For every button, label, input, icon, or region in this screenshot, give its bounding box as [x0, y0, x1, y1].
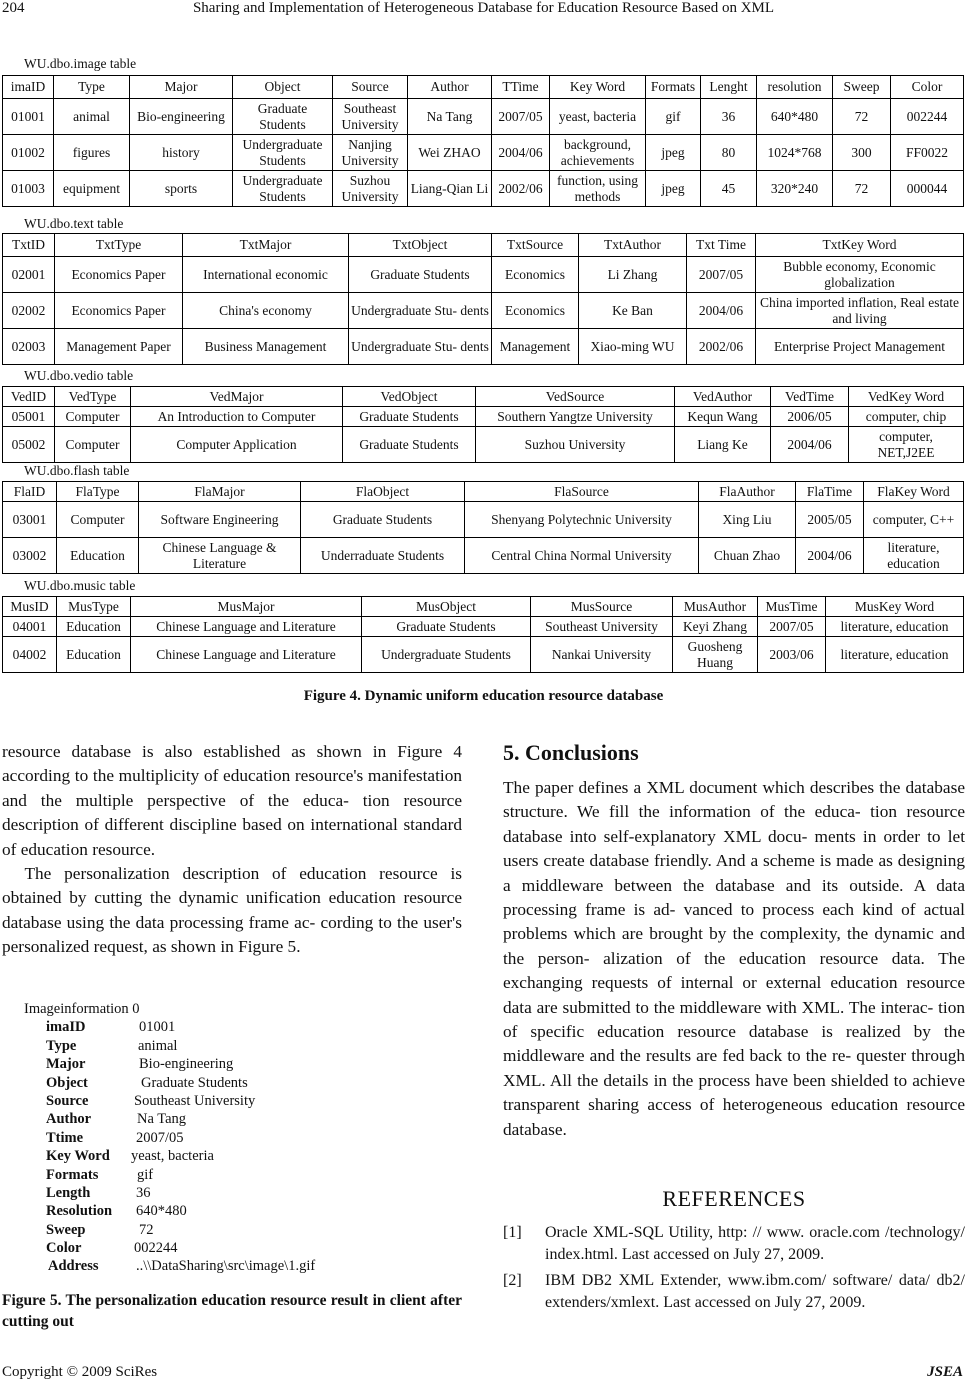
table-cell: 002244	[891, 99, 964, 135]
journal-name: JSEA	[927, 1364, 963, 1380]
record-field	[24, 1166, 154, 1184]
header-cell: TxtObject	[349, 234, 492, 257]
table-cell: Nanjing University	[333, 135, 408, 171]
table-row	[3, 329, 964, 365]
field-key: Ttime	[46, 1129, 84, 1146]
table-row	[3, 293, 964, 329]
table-cell: 04001	[3, 617, 57, 637]
table-cell: 02001	[3, 257, 55, 293]
table-cell: function, using methods	[550, 171, 646, 207]
table-cell: 2004/06	[771, 427, 849, 463]
table-cell: 2003/06	[758, 637, 826, 673]
table-cell: Undergraduate Stu- dents	[349, 293, 492, 329]
table-cell: Economics	[492, 293, 579, 329]
table-cell: Graduate Students	[343, 427, 476, 463]
table-cell: 2005/05	[796, 502, 864, 538]
header-cell: TTime	[492, 76, 550, 99]
record-field	[24, 1184, 151, 1202]
header-cell: Source	[333, 76, 408, 99]
table-cell: Computer	[55, 427, 131, 463]
field-key: Object	[46, 1074, 88, 1091]
header-cell: MusTime	[758, 597, 826, 617]
table-cell: Economics Paper	[55, 257, 183, 293]
header-cell: FlaKey Word	[864, 482, 964, 502]
table-header-row	[3, 387, 964, 407]
field-key: Source	[46, 1092, 89, 1109]
table-cell: 72	[833, 99, 891, 135]
music-table	[2, 596, 964, 673]
table-cell: history	[130, 135, 233, 171]
conclusions-body	[503, 776, 965, 1142]
table-cell: 02002	[3, 293, 55, 329]
header-cell: TxtType	[55, 234, 183, 257]
table-cell: Kequn Wang	[675, 407, 771, 427]
table-cell: Southern Yangtze University	[476, 407, 675, 427]
table-cell: Business Management	[183, 329, 349, 365]
table-cell: Management Paper	[55, 329, 183, 365]
table-header-row	[3, 234, 964, 257]
table-cell: Keyi Zhang	[673, 617, 758, 637]
field-value: Graduate Students	[141, 1074, 248, 1091]
record-field	[24, 1257, 316, 1275]
record-field	[24, 1221, 154, 1239]
image-table	[2, 75, 964, 207]
record-field	[24, 1239, 178, 1257]
field-value: 640*480	[136, 1203, 187, 1220]
table-cell: Li Zhang	[579, 257, 687, 293]
header-cell: Lenght	[701, 76, 757, 99]
table-row	[3, 637, 964, 673]
table-cell: 04002	[3, 637, 57, 673]
table-cell: Liang Ke	[675, 427, 771, 463]
table-cell: 2007/05	[758, 617, 826, 637]
header-cell: FlaObject	[301, 482, 465, 502]
table-cell: 03002	[3, 538, 57, 574]
header-cell: Major	[130, 76, 233, 99]
table-cell: Graduate Students	[233, 99, 333, 135]
table-cell: 640*480	[757, 99, 833, 135]
table-cell: Southeast University	[333, 99, 408, 135]
header-cell: VedKey Word	[849, 387, 964, 407]
field-value: Na Tang	[137, 1111, 187, 1128]
field-key: Color	[46, 1240, 82, 1257]
reference-number: [2]	[503, 1272, 522, 1289]
table-cell: 2002/06	[492, 171, 550, 207]
table-cell: 01003	[3, 171, 54, 207]
header-cell: MusKey Word	[826, 597, 964, 617]
table-cell: China imported inflation, Real estate and living	[756, 293, 964, 329]
body-paragraph: The personalization description of education resource is obtained by cutting the dynamic unification education resource database using the data processing frame ac- cording to the user's personalized request, as shown in Figure 5.	[2, 864, 462, 957]
table-cell: Graduate Students	[349, 257, 492, 293]
field-value: ..\\DataSharing\src\image\1.gif	[136, 1258, 316, 1275]
flash-table-label: WU.dbo.flash table	[24, 463, 130, 478]
field-key: imaID	[46, 1019, 86, 1036]
video-table-label: WU.dbo.vedio table	[24, 368, 134, 383]
table-cell: 2004/06	[492, 135, 550, 171]
table-cell: Undergraduate Students	[233, 171, 333, 207]
table-cell: 72	[833, 171, 891, 207]
header-cell: MusAuthor	[673, 597, 758, 617]
field-key: Author	[46, 1111, 92, 1128]
table-cell: Xiao-ming WU	[579, 329, 687, 365]
table-header-row	[3, 597, 964, 617]
table-cell: China's economy	[183, 293, 349, 329]
header-cell: FlaType	[57, 482, 139, 502]
record-field	[24, 1147, 214, 1165]
header-cell: TxtKey Word	[756, 234, 964, 257]
field-key: Length	[46, 1184, 91, 1201]
flash-table	[2, 481, 964, 574]
table-row	[3, 99, 964, 135]
field-key: Major	[46, 1056, 86, 1073]
table-cell: Education	[57, 538, 139, 574]
field-key: Formats	[46, 1166, 99, 1183]
table-cell: 36	[701, 99, 757, 135]
table-cell: sports	[130, 171, 233, 207]
table-row	[3, 407, 964, 427]
field-value: 72	[139, 1221, 154, 1238]
left-column-body	[2, 740, 462, 960]
table-header-row	[3, 76, 964, 99]
header-cell: TxtAuthor	[579, 234, 687, 257]
references-heading: REFERENCES	[662, 1186, 806, 1211]
table-cell: 300	[833, 135, 891, 171]
table-cell: Undergraduate Stu- dents	[349, 329, 492, 365]
table-cell: Shenyang Polytechnic University	[465, 502, 699, 538]
table-row	[3, 502, 964, 538]
table-cell: Computer	[55, 407, 131, 427]
table-row	[3, 171, 964, 207]
table-cell: 2006/05	[771, 407, 849, 427]
header-cell: Key Word	[550, 76, 646, 99]
table-cell: jpeg	[646, 171, 701, 207]
header-cell: resolution	[757, 76, 833, 99]
header-cell: VedType	[55, 387, 131, 407]
table-cell: 000044	[891, 171, 964, 207]
table-cell: 320*240	[757, 171, 833, 207]
table-cell: FF0022	[891, 135, 964, 171]
header-cell: MusID	[3, 597, 57, 617]
header-cell: TxtSource	[492, 234, 579, 257]
reference-text: Oracle XML-SQL Utility, http: // www. oracle.com /technology/ index.html. Last accessed on July 27, 2009.	[545, 1224, 965, 1263]
table-cell: 2002/06	[687, 329, 756, 365]
table-cell: 2007/05	[492, 99, 550, 135]
table-cell: 2004/06	[687, 293, 756, 329]
header-cell: FlaAuthor	[699, 482, 796, 502]
table-cell: 05001	[3, 407, 55, 427]
table-cell: 05002	[3, 427, 55, 463]
table-row	[3, 135, 964, 171]
body-paragraph: The paper defines a XML document which describes the database structure. We fill the information of the educa- tion resource database into self-explanatory XML docu- ments in order to let users create database friendly. And a scheme is made as designing a middleware between the database and its outside. A data processing frame is ad- vanced to process each kind of actual problems which are brought by the complexity, the dynamic and the person- alization of the education resource data. The exchanging requests of internal or external education resource data are submitted to the middleware with XML. The interac- tion of specific education resource database is realized by the middleware and the results are fed back to the re- quester through XML. All the details in the process have been shielded to achieve transparent sharing access of heterogeneous education resource database.	[503, 778, 965, 1139]
table-cell: 01002	[3, 135, 54, 171]
table-cell: Liang-Qian Li	[408, 171, 492, 207]
field-value: animal	[138, 1037, 178, 1054]
record-field	[24, 1110, 187, 1128]
header-cell: Formats	[646, 76, 701, 99]
reference-number: [1]	[503, 1224, 522, 1241]
table-cell: Chinese Language & Literature	[139, 538, 301, 574]
header-cell: TxtID	[3, 234, 55, 257]
figure-5-record	[24, 1000, 316, 1276]
table-cell: 03001	[3, 502, 57, 538]
header-cell: MusMajor	[131, 597, 362, 617]
header-cell: MusSource	[531, 597, 673, 617]
table-cell: literature, education	[826, 617, 964, 637]
field-value: Bio-engineering	[139, 1056, 234, 1073]
table-cell: Bio-engineering	[130, 99, 233, 135]
header-cell: VedAuthor	[675, 387, 771, 407]
text-table	[2, 233, 964, 365]
table-cell: Ke Ban	[579, 293, 687, 329]
table-cell: animal	[54, 99, 130, 135]
header-cell: Txt Time	[687, 234, 756, 257]
table-cell: Education	[57, 637, 131, 673]
field-value: 2007/05	[136, 1129, 184, 1146]
header-cell: MusObject	[362, 597, 531, 617]
header-cell: FlaSource	[465, 482, 699, 502]
table-cell: Xing Liu	[699, 502, 796, 538]
header-cell: VedMajor	[131, 387, 343, 407]
header-cell: VedTime	[771, 387, 849, 407]
field-key: Address	[48, 1258, 99, 1275]
table-cell: 80	[701, 135, 757, 171]
figure-4-caption: Figure 4. Dynamic uniform education resource database	[303, 688, 664, 704]
table-header-row	[3, 482, 964, 502]
table-cell: jpeg	[646, 135, 701, 171]
table-cell: Undergraduate Students	[233, 135, 333, 171]
table-cell: literature, education	[864, 538, 964, 574]
table-cell: equipment	[54, 171, 130, 207]
table-cell: Na Tang	[408, 99, 492, 135]
table-cell: Suzhou University	[333, 171, 408, 207]
table-cell: computer, chip	[849, 407, 964, 427]
body-paragraph: resource database is also established as shown in Figure 4 according to the multiplicity of education resource's manifestation and the multiple perspective of the educa- tion resource description of different discipline based on international standard of education resource.	[2, 742, 462, 859]
table-cell: 2004/06	[796, 538, 864, 574]
record-field	[24, 1092, 256, 1110]
table-cell: figures	[54, 135, 130, 171]
table-cell: Wei ZHAO	[408, 135, 492, 171]
table-cell: Computer	[57, 502, 139, 538]
table-cell: background, achievements	[550, 135, 646, 171]
header-cell: FlaID	[3, 482, 57, 502]
record-field	[24, 1129, 184, 1147]
table-cell: Guosheng Huang	[673, 637, 758, 673]
copyright-notice: Copyright © 2009 SciRes	[2, 1364, 158, 1380]
music-table-label: WU.dbo.music table	[24, 578, 136, 593]
table-cell: Undergraduate Students	[362, 637, 531, 673]
image-table-label: WU.dbo.image table	[24, 56, 137, 71]
header-cell: VedObject	[343, 387, 476, 407]
table-cell: Chinese Language and Literature	[131, 617, 362, 637]
text-table-label: WU.dbo.text table	[24, 216, 124, 231]
table-cell: Chuan Zhao	[699, 538, 796, 574]
header-cell: VedID	[3, 387, 55, 407]
table-cell: Bubble economy, Economic globalization	[756, 257, 964, 293]
table-cell: 01001	[3, 99, 54, 135]
table-cell: Management	[492, 329, 579, 365]
header-cell: imaID	[3, 76, 54, 99]
field-value: 002244	[134, 1240, 178, 1257]
figure-5-caption: Figure 5. The personalization education resource result in client after cutting out	[2, 1292, 462, 1330]
table-cell: Economics Paper	[55, 293, 183, 329]
table-cell: An Introduction to Computer	[131, 407, 343, 427]
video-table	[2, 386, 964, 463]
field-key: Type	[46, 1037, 77, 1054]
table-cell: computer, C++	[864, 502, 964, 538]
reference-text: IBM DB2 XML Extender, www.ibm.com/ software/ data/ db2/ extenders/xmlext. Last accessed on July 27, 2009.	[545, 1272, 965, 1311]
field-key: Key Word	[46, 1148, 110, 1165]
record-field	[24, 1037, 178, 1055]
table-cell: Nankai University	[531, 637, 673, 673]
header-cell: FlaTime	[796, 482, 864, 502]
header-cell: TxtMajor	[183, 234, 349, 257]
header-cell: FlaMajor	[139, 482, 301, 502]
record-field	[24, 1074, 248, 1092]
table-row	[3, 617, 964, 637]
table-cell: Computer Application	[131, 427, 343, 463]
table-cell: Suzhou University	[476, 427, 675, 463]
table-cell: Underraduate Students	[301, 538, 465, 574]
reference-item	[503, 1270, 965, 1314]
record-field	[24, 1055, 234, 1073]
header-cell: MusType	[57, 597, 131, 617]
section-heading: 5. Conclusions	[503, 740, 639, 765]
table-row	[3, 538, 964, 574]
field-value: yeast, bacteria	[131, 1148, 214, 1165]
table-row	[3, 427, 964, 463]
field-key: Resolution	[46, 1203, 113, 1220]
field-key: Sweep	[46, 1221, 86, 1238]
table-cell: Education	[57, 617, 131, 637]
table-cell: 1024*768	[757, 135, 833, 171]
record-field	[24, 1202, 187, 1220]
reference-item	[503, 1222, 965, 1266]
field-value: 36	[136, 1184, 151, 1201]
table-cell: Graduate Students	[362, 617, 531, 637]
table-cell: 02003	[3, 329, 55, 365]
table-cell: 2007/05	[687, 257, 756, 293]
table-row	[3, 257, 964, 293]
table-cell: computer, NET,J2EE	[849, 427, 964, 463]
table-cell: Graduate Students	[301, 502, 465, 538]
header-cell: Object	[233, 76, 333, 99]
table-cell: 45	[701, 171, 757, 207]
header-cell: VedSource	[476, 387, 675, 407]
header-cell: Type	[54, 76, 130, 99]
header-cell: Sweep	[833, 76, 891, 99]
header-cell: Color	[891, 76, 964, 99]
record-heading: Imageinformation 0	[24, 1001, 140, 1017]
table-cell: Enterprise Project Management	[756, 329, 964, 365]
header-cell: Author	[408, 76, 492, 99]
table-cell: gif	[646, 99, 701, 135]
table-cell: Graduate Students	[343, 407, 476, 427]
page-number: 204	[2, 0, 25, 16]
running-title: Sharing and Implementation of Heterogeneous Database for Education Resource Based on XML	[192, 0, 775, 16]
table-cell: yeast, bacteria	[550, 99, 646, 135]
field-value: Southeast University	[134, 1092, 256, 1109]
record-field	[24, 1018, 176, 1036]
field-value: 01001	[139, 1019, 176, 1036]
table-cell: Economics	[492, 257, 579, 293]
table-cell: Software Engineering	[139, 502, 301, 538]
table-cell: Central China Normal University	[465, 538, 699, 574]
table-cell: International economic	[183, 257, 349, 293]
field-value: gif	[137, 1166, 154, 1183]
table-cell: Chinese Language and Literature	[131, 637, 362, 673]
table-cell: literature, education	[826, 637, 964, 673]
table-cell: Southeast University	[531, 617, 673, 637]
